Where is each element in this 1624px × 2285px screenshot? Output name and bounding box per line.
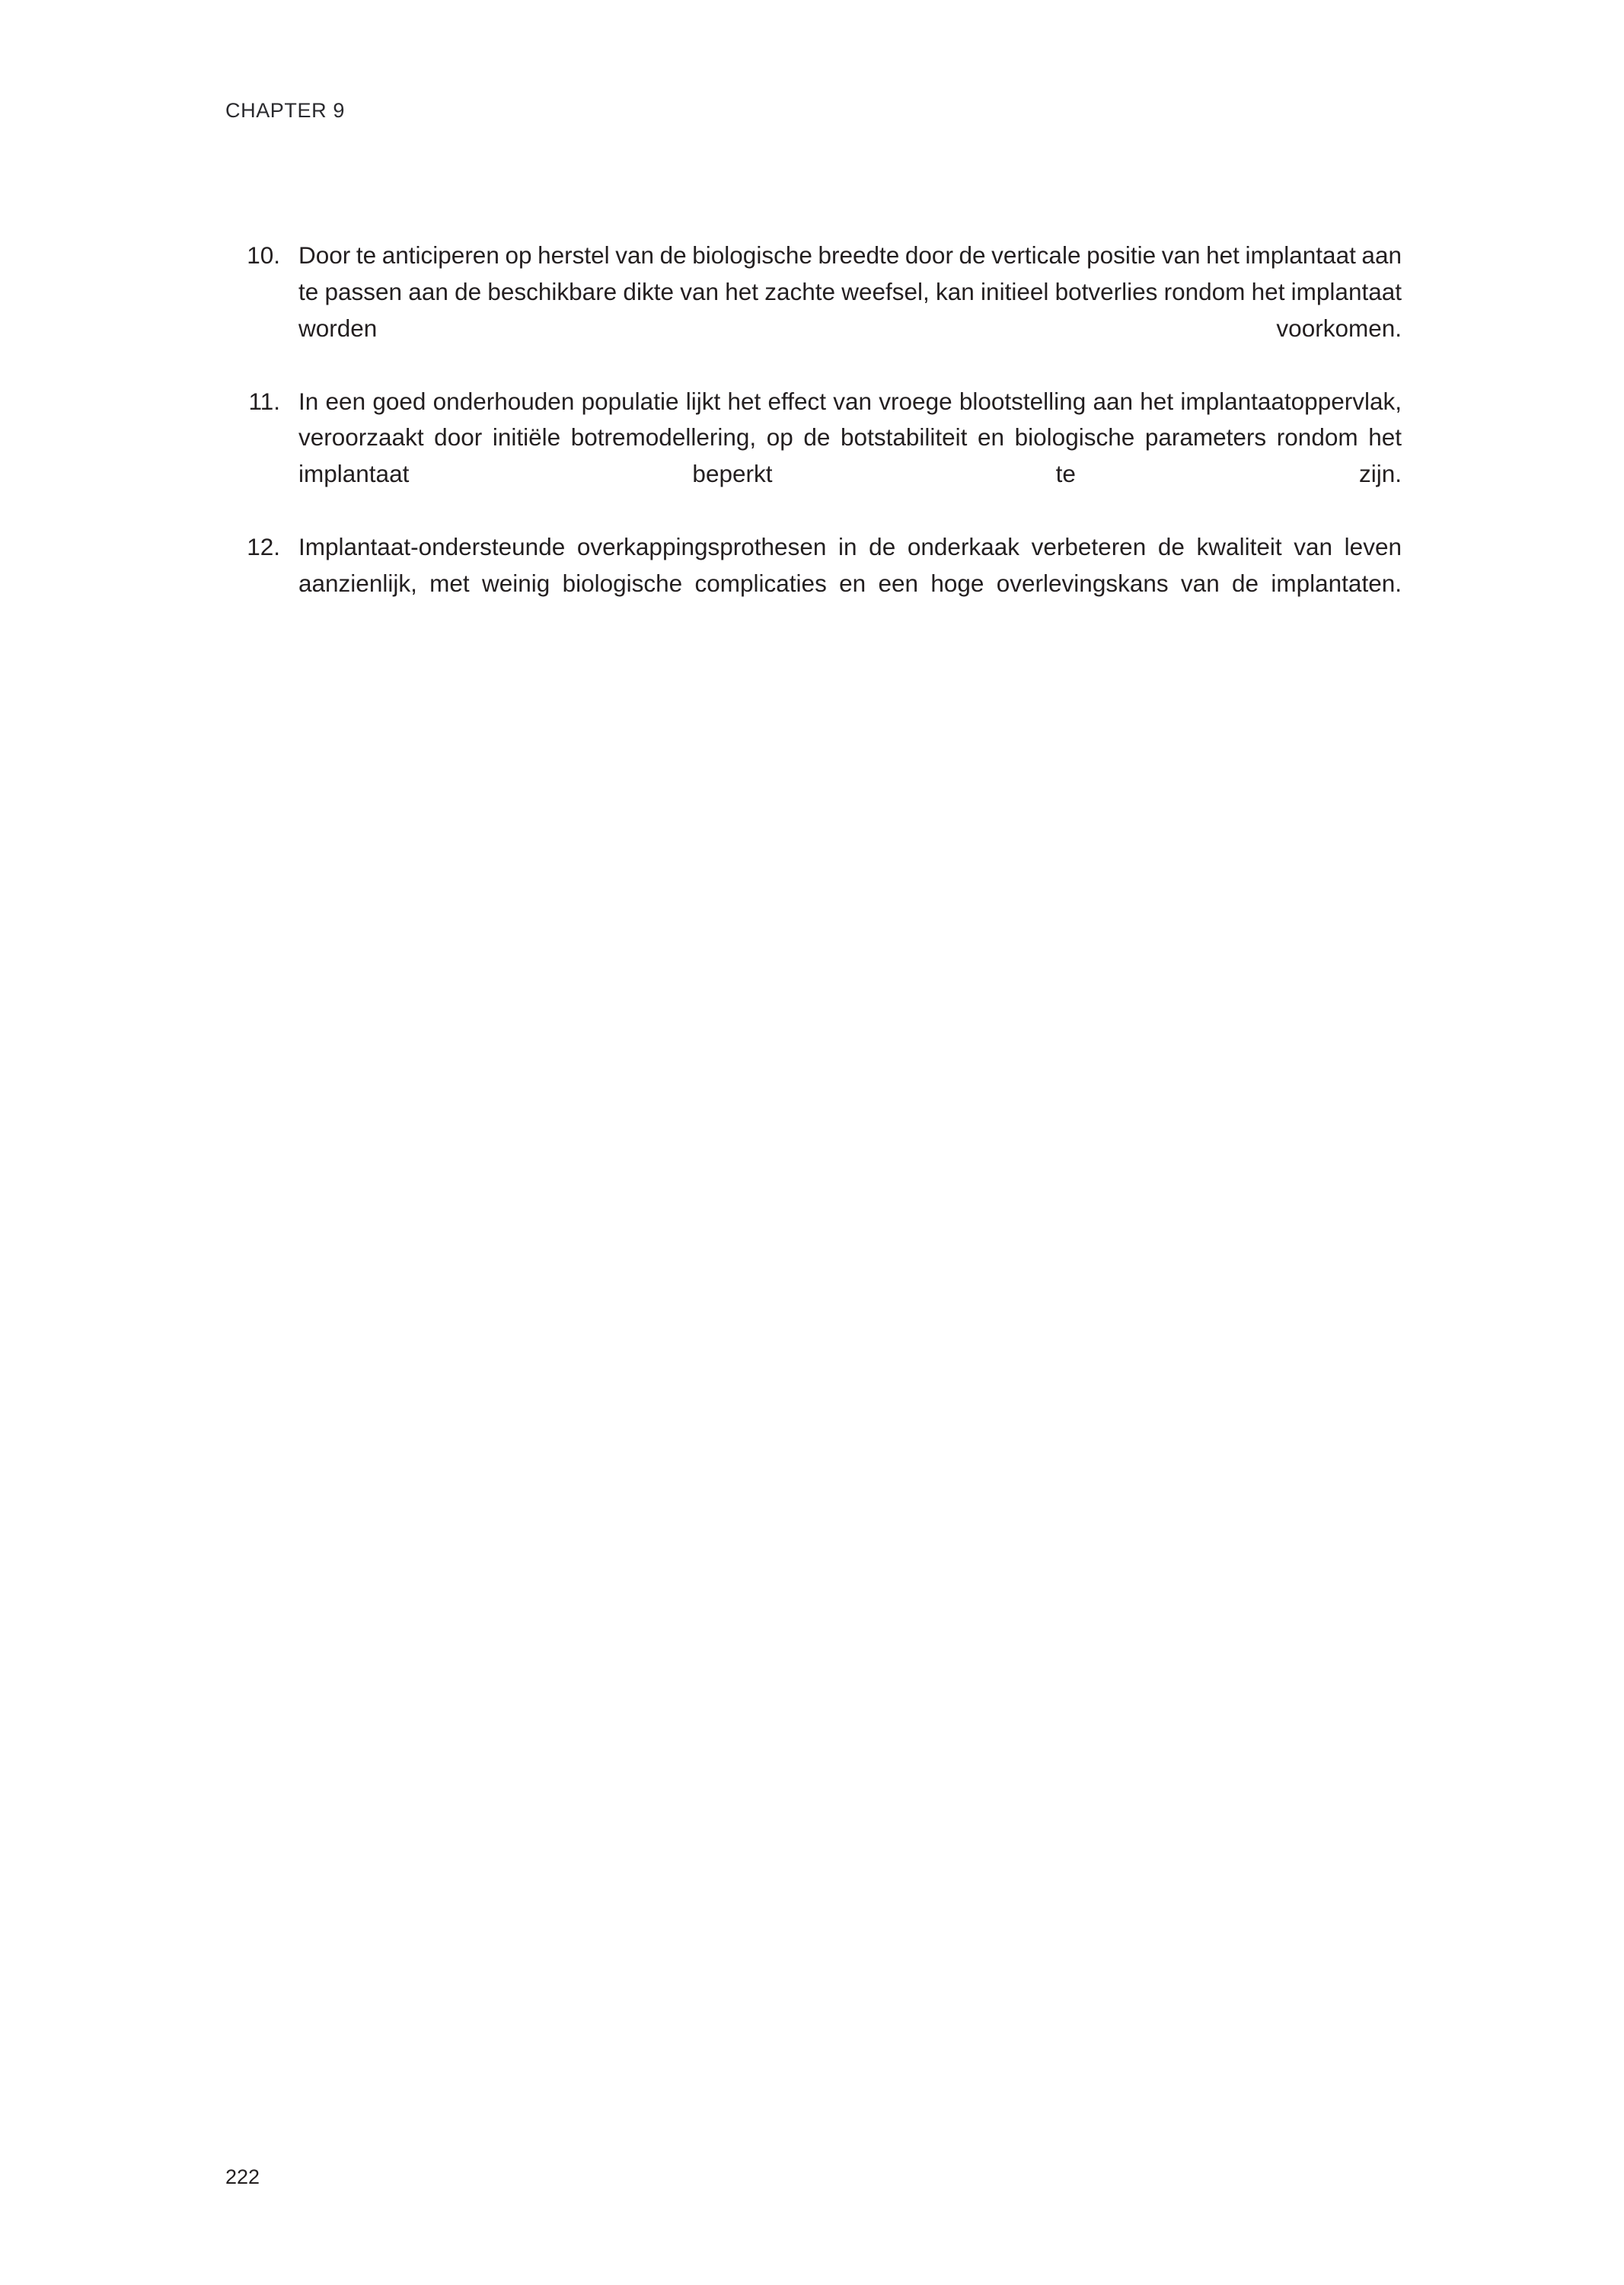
page-number: 222 [225,2165,260,2188]
list-item-text: In een goed onderhouden populatie lijkt het effect van vroege blootstelling aan het implantaatoppervlak, veroorzaakt door initiële botremodellering, op de botstabiliteit en biologische parameters rondom het implantaat beperkt te zijn. [298,387,1402,488]
list-item-marker: 11. [248,387,280,415]
list-item-marker: 10. [247,241,280,269]
list-item-text: Door te anticiperen op herstel van de biologische breedte door de verticale positie van het implantaat aan te passen aan de beschikbare dikte van het zachte weefsel, kan initieel botverlies rondom het implantaat worden voorkomen. [298,241,1402,342]
list-item-text: Implantaat-ondersteunde overkappingsprothesen in de onderkaak verbeteren de kwaliteit van leven aanzienlijk, met weinig biologische complicaties en een hoge overlevingskans van de implantaten. [298,533,1402,597]
list-item [225,238,1402,384]
list-item-marker: 12. [247,533,280,560]
main-content [225,238,1402,639]
list-item [225,529,1402,639]
numbered-statement-list [225,238,1402,639]
list-item [225,384,1402,530]
running-head: CHAPTER 9 [225,99,345,122]
